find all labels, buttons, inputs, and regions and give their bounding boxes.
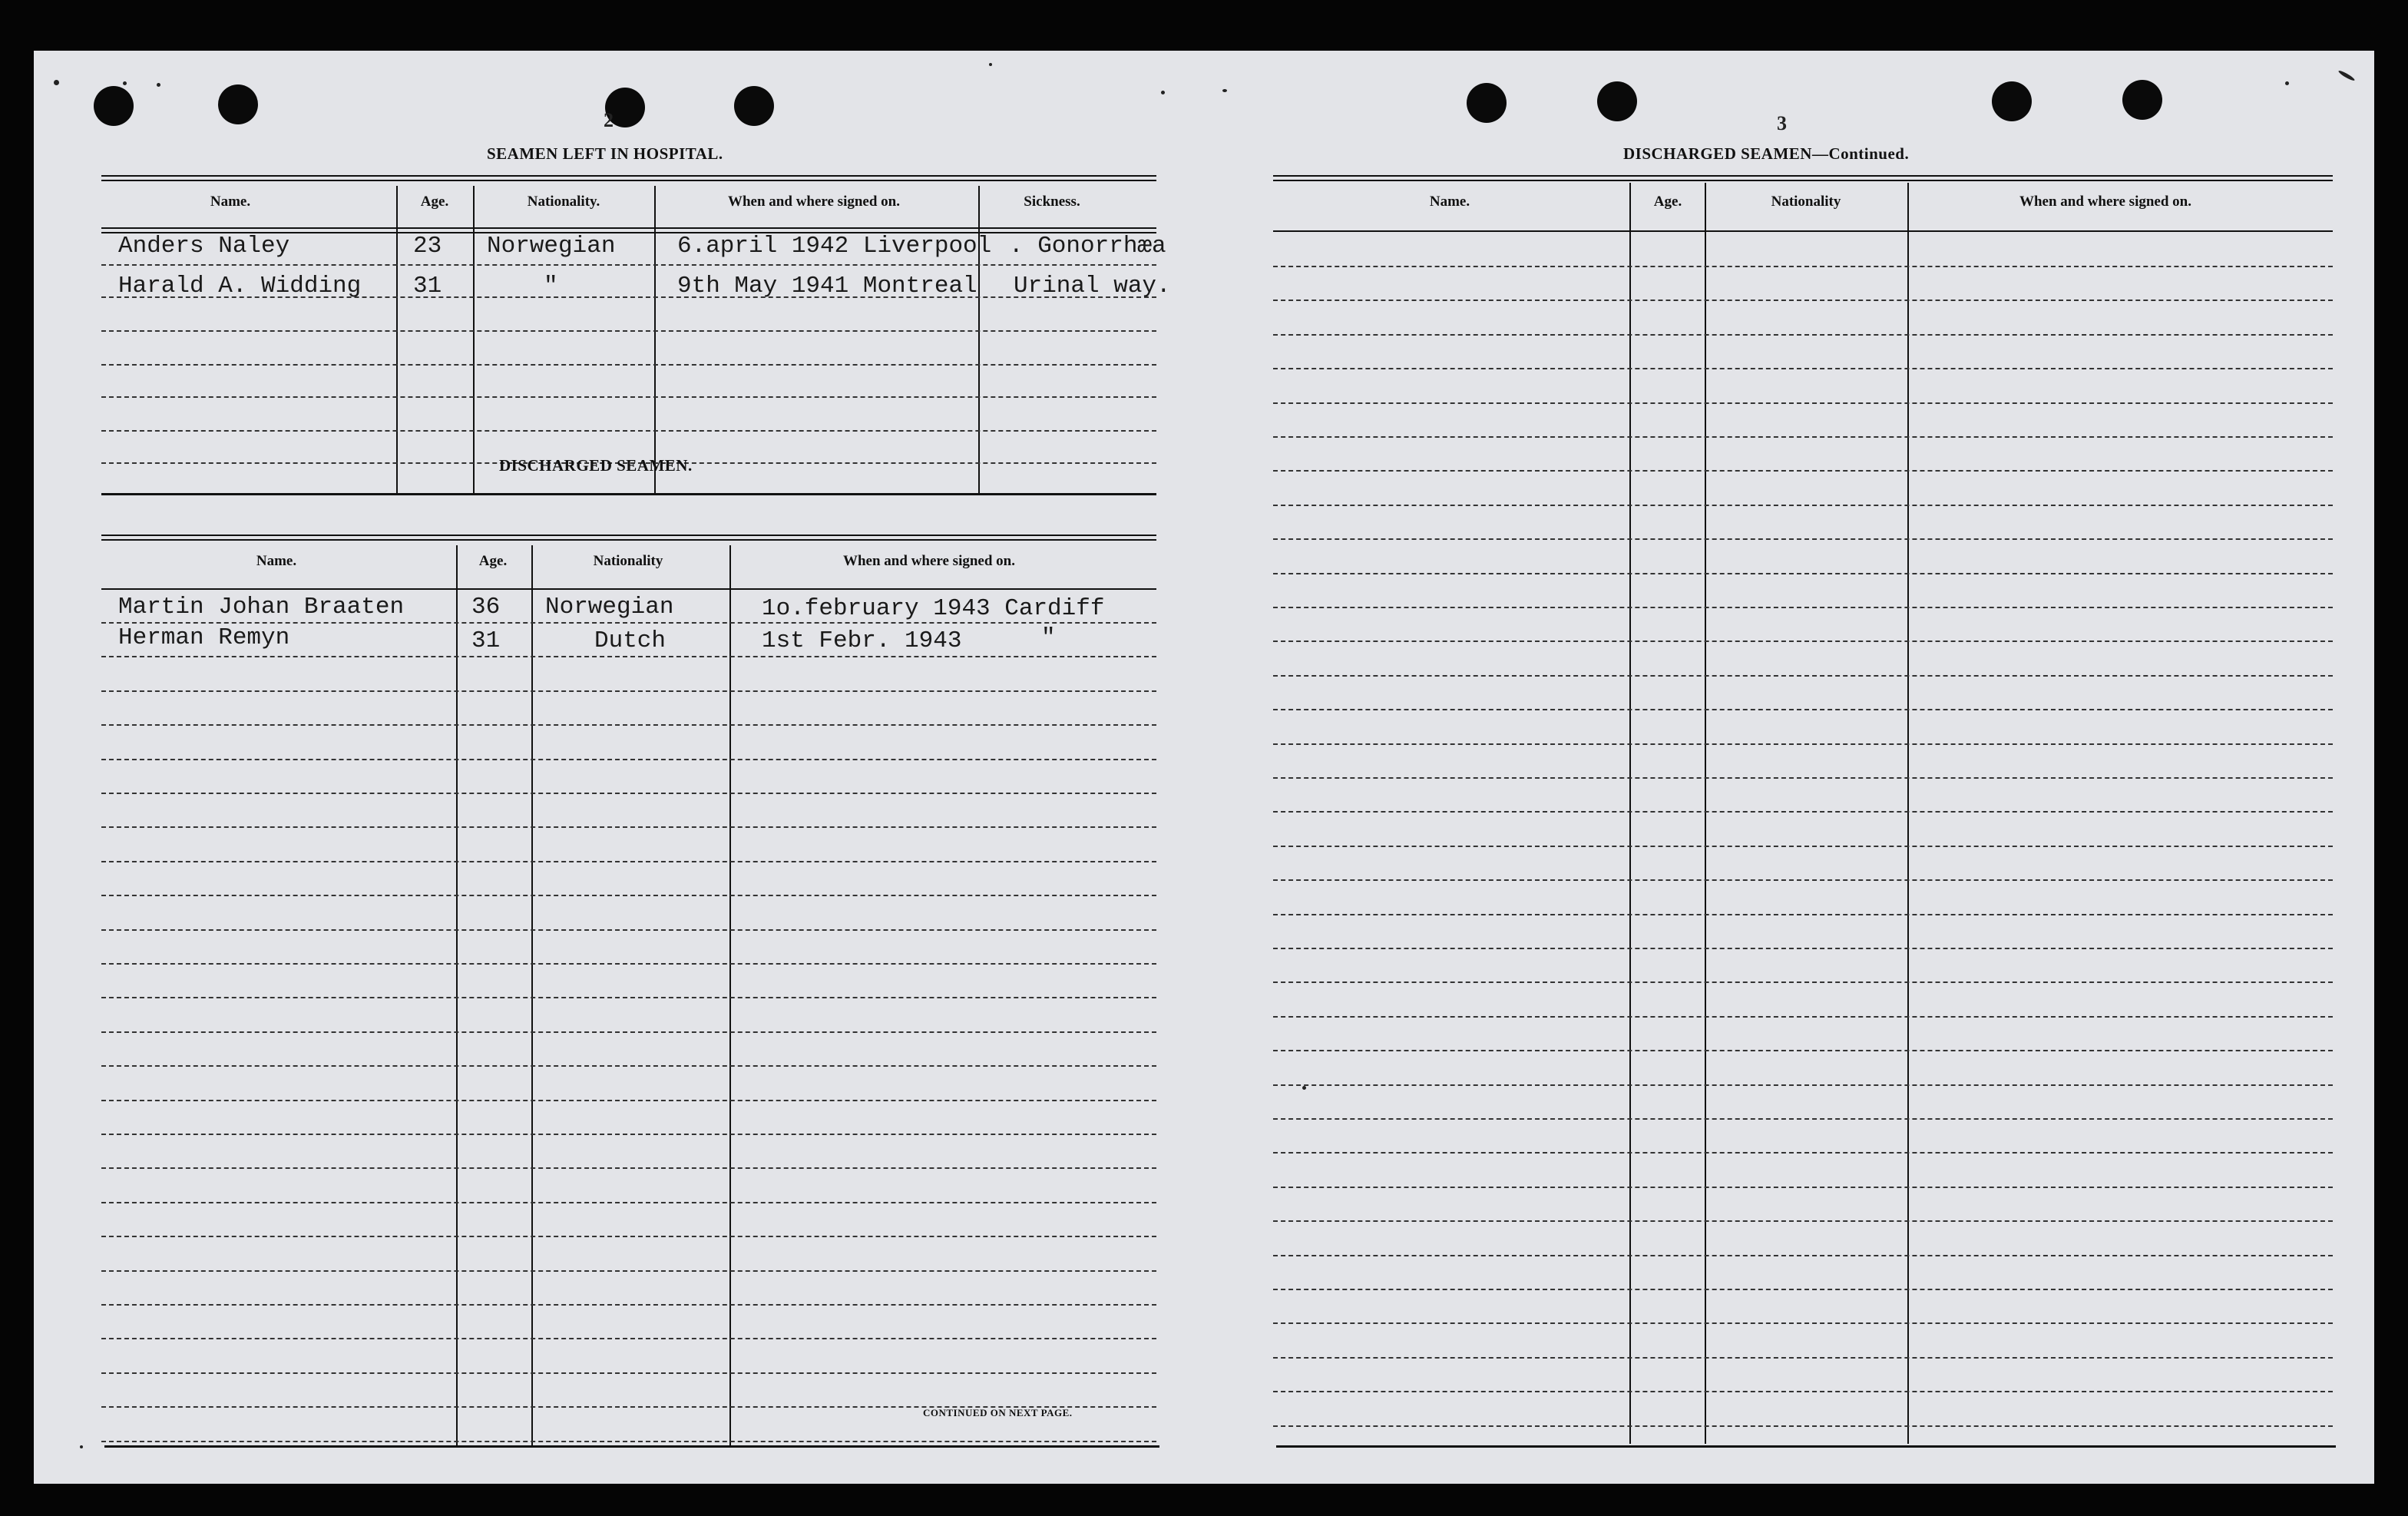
row-rule	[1273, 914, 2333, 915]
row-rule	[101, 1270, 1156, 1272]
row-rule	[101, 759, 1156, 760]
header-nationality: Nationality	[593, 553, 663, 569]
ditto-mark: "	[1041, 624, 1056, 651]
row-rule	[101, 690, 1156, 692]
row-rule	[101, 1304, 1156, 1306]
row-rule	[1273, 436, 2333, 438]
sickness-cell: . Gonorrhæa	[1009, 233, 1166, 260]
row-rule	[1273, 1391, 2333, 1392]
nationality-cell: Dutch	[594, 627, 666, 654]
speck	[1222, 89, 1227, 92]
row-rule	[101, 656, 1156, 657]
age-cell: 31	[413, 273, 442, 300]
row-rule	[101, 861, 1156, 862]
row-rule	[101, 1236, 1156, 1237]
discharged-continued-title: DISCHARGED SEAMEN—Continued.	[1623, 144, 1910, 163]
row-rule	[1273, 1152, 2333, 1154]
age-cell: 23	[413, 233, 442, 260]
speck	[989, 63, 992, 66]
rule	[1276, 1445, 2336, 1448]
speck	[2337, 69, 2355, 81]
row-rule	[101, 1338, 1156, 1339]
header-name: Name.	[210, 194, 251, 210]
row-rule	[1273, 777, 2333, 779]
header-age: Age.	[420, 194, 449, 210]
header-age: Age.	[478, 553, 508, 569]
name-cell: Martin Johan Braaten	[118, 594, 405, 621]
row-rule	[1273, 266, 2333, 267]
speck	[1302, 1086, 1306, 1090]
row-rule	[101, 1202, 1156, 1203]
header-signed-on: When and where signed on.	[2019, 194, 2192, 210]
name-cell: Harald A. Widding	[118, 273, 362, 300]
age-cell: 36	[471, 594, 501, 621]
row-rule	[101, 1372, 1156, 1374]
document-sheet	[34, 51, 2374, 1484]
row-rule	[1273, 538, 2333, 540]
continued-footer: CONTINUED ON NEXT PAGE.	[923, 1407, 1073, 1418]
row-rule	[1273, 811, 2333, 813]
row-rule	[101, 997, 1156, 998]
row-rule	[101, 1100, 1156, 1101]
column-divider	[729, 545, 731, 1445]
punch-hole	[1992, 81, 2032, 121]
rule	[101, 535, 1156, 536]
row-rule	[101, 364, 1156, 366]
header-name: Name.	[256, 553, 297, 569]
rule	[101, 539, 1156, 541]
rule	[101, 180, 1156, 181]
column-divider	[654, 186, 656, 495]
row-rule	[1273, 981, 2333, 983]
rule	[1273, 180, 2333, 181]
row-rule	[101, 430, 1156, 432]
sickness-cell: Urinal way.	[1014, 273, 1171, 300]
row-rule	[1273, 402, 2333, 404]
row-rule	[101, 330, 1156, 332]
row-rule	[1273, 470, 2333, 472]
speck	[54, 80, 59, 85]
row-rule	[1273, 1255, 2333, 1256]
nationality-cell: Norwegian	[545, 594, 674, 621]
signed-on-cell: 1st Febr. 1943	[762, 627, 962, 654]
row-rule	[1273, 300, 2333, 301]
column-divider	[456, 545, 458, 1445]
header-signed-on: When and where signed on.	[727, 194, 901, 210]
row-rule	[1273, 505, 2333, 506]
row-rule	[101, 1031, 1156, 1033]
row-rule	[101, 963, 1156, 965]
row-rule	[1273, 368, 2333, 369]
name-cell: Anders Naley	[118, 233, 290, 260]
row-rule	[1273, 1289, 2333, 1290]
speck	[80, 1445, 83, 1448]
row-rule	[1273, 675, 2333, 677]
page-number-right: 3	[1777, 112, 1787, 134]
column-divider	[396, 186, 398, 495]
speck	[123, 81, 127, 85]
punch-hole	[218, 84, 258, 124]
row-rule	[1273, 846, 2333, 847]
nationality-cell: "	[544, 273, 558, 300]
row-rule	[1273, 743, 2333, 745]
row-rule	[1273, 1016, 2333, 1018]
row-rule	[1273, 607, 2333, 608]
row-rule	[1273, 879, 2333, 881]
row-rule	[101, 895, 1156, 896]
speck	[1161, 91, 1165, 94]
name-cell: Herman Remyn	[118, 624, 290, 651]
column-divider	[473, 186, 475, 495]
speck	[157, 83, 160, 87]
row-rule	[1273, 948, 2333, 949]
signed-on-cell: 1o.february 1943 Cardiff	[762, 595, 1105, 622]
column-divider	[531, 545, 533, 1445]
row-rule	[1273, 709, 2333, 710]
row-rule	[1273, 1084, 2333, 1086]
rule	[1273, 230, 2333, 232]
row-rule	[1273, 640, 2333, 642]
age-cell: 31	[471, 627, 501, 654]
header-signed-on: When and where signed on.	[842, 553, 1016, 569]
punch-hole	[2122, 80, 2162, 120]
row-rule	[1273, 1425, 2333, 1427]
row-rule	[101, 622, 1156, 624]
nationality-cell: Norwegian	[487, 233, 616, 260]
rule	[101, 493, 1156, 495]
row-rule	[101, 264, 1156, 266]
row-rule	[101, 826, 1156, 828]
discharged-section-title-display: DISCHARGED SEAMEN.	[499, 456, 693, 475]
rule	[101, 588, 1156, 590]
hospital-section-title: SEAMEN LEFT IN HOSPITAL.	[487, 144, 723, 163]
punch-hole	[94, 86, 134, 126]
header-name: Name.	[1429, 194, 1470, 210]
row-rule	[1273, 1322, 2333, 1324]
header-sickness: Sickness.	[1024, 194, 1080, 210]
row-rule	[1273, 1050, 2333, 1051]
page-number-left: 2	[604, 109, 614, 131]
punch-hole	[1597, 81, 1637, 121]
row-rule	[1273, 334, 2333, 336]
header-nationality: Nationality.	[527, 194, 600, 210]
row-rule	[101, 1134, 1156, 1135]
rule	[104, 1445, 1159, 1448]
row-rule	[1273, 1187, 2333, 1188]
header-nationality: Nationality	[1771, 194, 1841, 210]
punch-hole	[734, 86, 774, 126]
signed-on-cell: 6.april 1942 Liverpool	[677, 233, 992, 260]
row-rule	[1273, 573, 2333, 574]
rule	[1273, 175, 2333, 177]
row-rule	[101, 1441, 1156, 1442]
signed-on-cell: 9th May 1941 Montreal	[677, 273, 977, 300]
row-rule	[101, 396, 1156, 398]
row-rule	[101, 1065, 1156, 1067]
row-rule	[1273, 1220, 2333, 1222]
rule	[101, 227, 1156, 229]
row-rule	[101, 724, 1156, 726]
header-age: Age.	[1653, 194, 1682, 210]
row-rule	[1273, 1357, 2333, 1359]
punch-hole	[1467, 83, 1507, 123]
row-rule	[101, 1167, 1156, 1169]
row-rule	[101, 793, 1156, 794]
row-rule	[101, 929, 1156, 931]
rule	[101, 175, 1156, 177]
row-rule	[1273, 1118, 2333, 1120]
speck	[2285, 81, 2289, 85]
